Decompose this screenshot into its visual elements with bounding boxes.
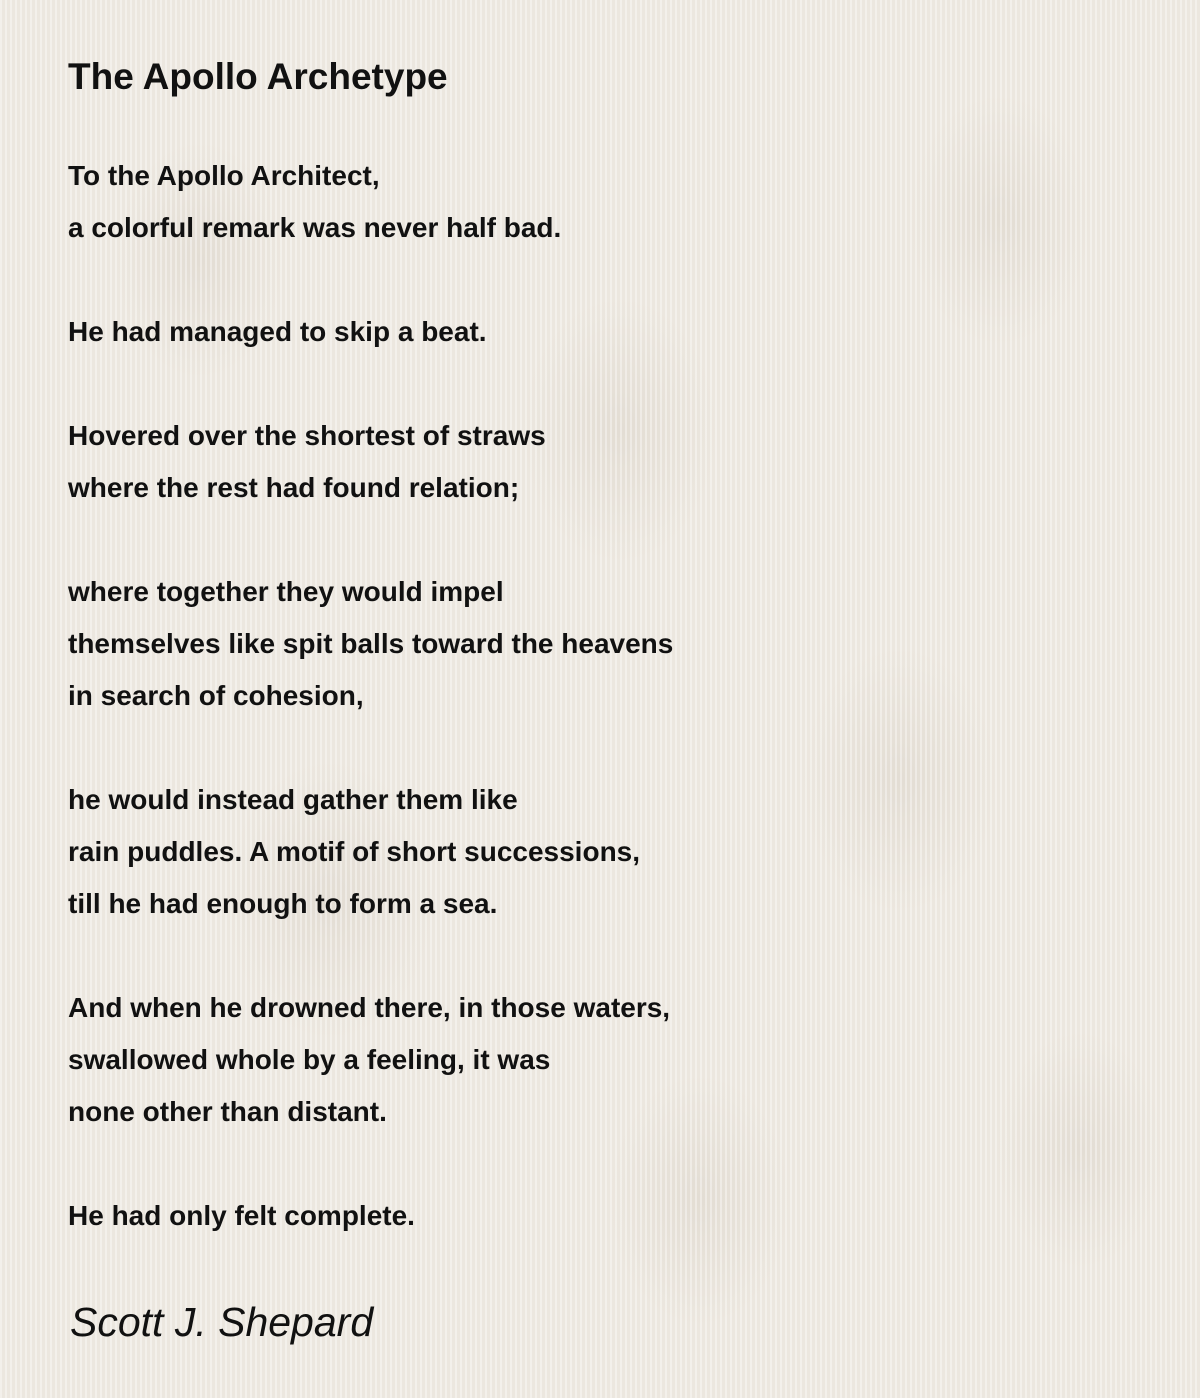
- poem-title: The Apollo Archetype: [68, 56, 448, 97]
- poem-line: a colorful remark was never half bad.: [68, 212, 562, 243]
- poem-author: Scott J. Shepard: [70, 1299, 374, 1345]
- stanza-7: [68, 1190, 1068, 1242]
- poem-line: none other than distant.: [68, 1096, 387, 1127]
- poem-line: themselves like spit balls toward the heavens: [68, 628, 674, 659]
- poem-line: in search of cohesion,: [68, 680, 364, 711]
- poem-line: where the rest had found relation;: [68, 472, 520, 503]
- stanza-5: [68, 774, 1068, 930]
- stanza-1: [68, 150, 1068, 254]
- poem-line: And when he drowned there, in those waters,: [68, 992, 671, 1023]
- stanza-6: [68, 982, 1068, 1138]
- poem-line: swallowed whole by a feeling, it was: [68, 1044, 551, 1075]
- poem-line: He had managed to skip a beat.: [68, 316, 487, 347]
- poem-line: where together they would impel: [68, 576, 504, 607]
- stanza-4: [68, 566, 1068, 722]
- stanza-2: [68, 306, 1068, 358]
- stanza-3: [68, 410, 1068, 514]
- poem-line: till he had enough to form a sea.: [68, 888, 498, 919]
- poem-body: [68, 150, 1068, 1294]
- poem-line: To the Apollo Architect,: [68, 160, 380, 191]
- poem-line: he would instead gather them like: [68, 784, 518, 815]
- poem-line: Hovered over the shortest of straws: [68, 420, 546, 451]
- poem-line: rain puddles. A motif of short successions,: [68, 836, 641, 867]
- poem-line: He had only felt complete.: [68, 1200, 415, 1231]
